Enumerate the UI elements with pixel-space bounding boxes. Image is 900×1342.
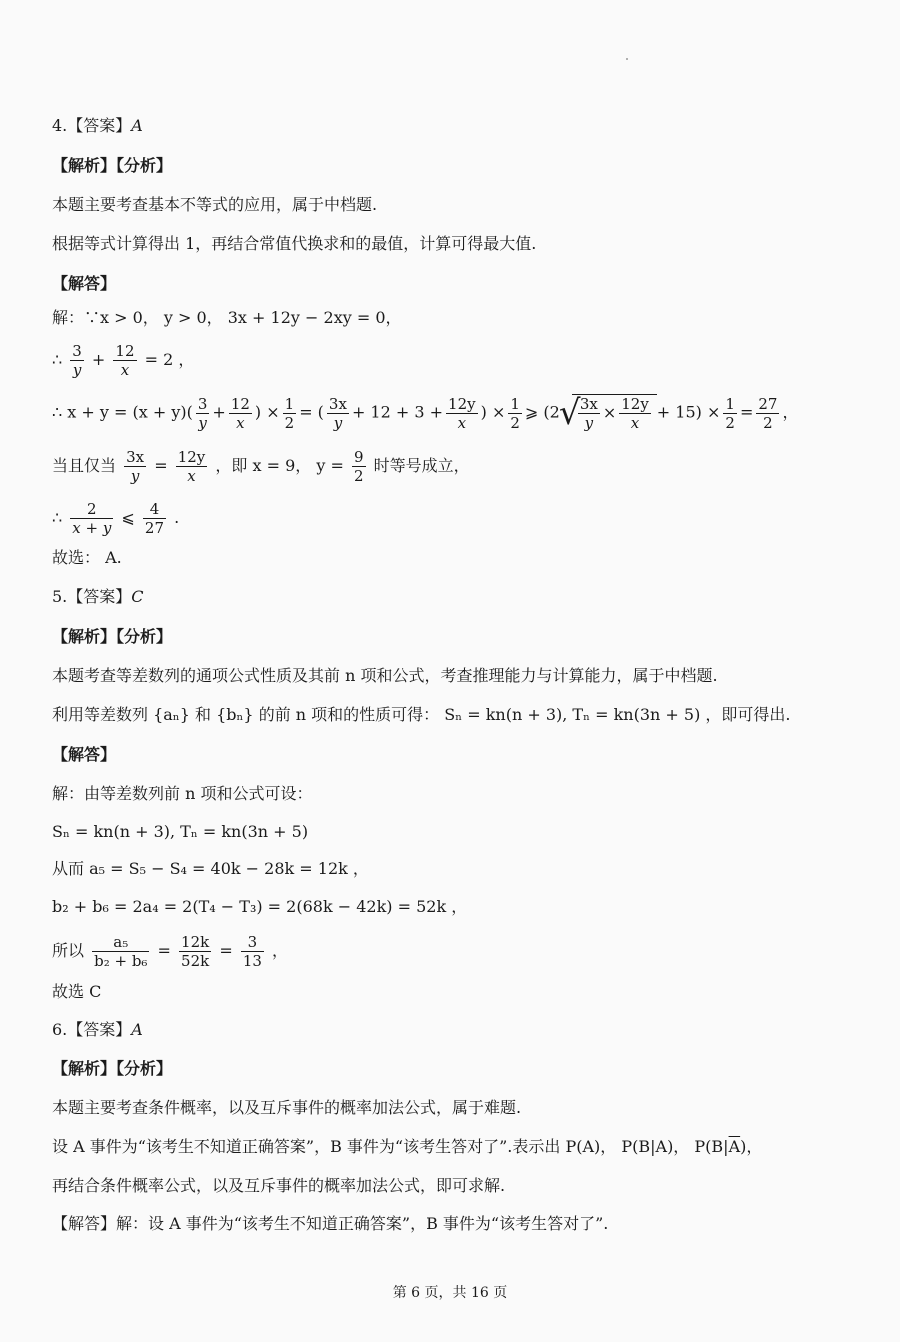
fraction: $\frac{1}{2}$ (510, 394, 520, 432)
fraction: $\frac{27}{2}$ (758, 394, 778, 432)
q5-analysis-2: 利用等差数列 {aₙ} 和 {bₙ} 的前 n 项和的性质可得： Sₙ = kn(n + 3), Tₙ = kn(3n + 5) ，即可得出. (52, 705, 791, 724)
fraction: $\frac{12y}{x}$ (177, 448, 206, 485)
q4-analysis-2: 根据等式计算得出 1，再结合常值代换求和的最值，计算可得最大值. (52, 234, 537, 253)
q6-analysis-2: 设 A 事件为“该考生不知道正确答案”，B 事件为“该考生答对了”.表示出 P(A)， P(B|A)， $P(B|\overline{A})$， (52, 1137, 763, 1156)
fraction: $\frac{12y}{x}$ (621, 395, 649, 432)
fraction: √ $\frac{3x}{y}$ (579, 395, 598, 432)
page-footer: 第 6 页，共 16 页 (392, 1285, 508, 1301)
q4-equation-4: 当且仅当 $\frac{3x}{y}$ = $\frac{12y}{x}$ ，即 x = 9， y = $\frac{9}{2}$ 时等号成立， (52, 448, 470, 485)
fraction: $\frac{4}{27}$ (144, 500, 165, 537)
q4-answer-line: 4.【答案】A (52, 116, 143, 135)
fraction: $\frac{12}{x}$ (115, 342, 135, 379)
fraction: $\frac{3}{13}$ (242, 933, 262, 970)
q5-analysis-1: 本题考查等差数列的通项公式性质及其前 n 项和公式，考查推理能力与计算能力，属于中档题. (52, 666, 718, 685)
q6-solution: 【解答】解：设 A 事件为“该考生不知道正确答案”，B 事件为“该考生答对了”. (52, 1214, 609, 1233)
q4-choose: 故选： A. (52, 548, 122, 567)
fraction: $\frac{9}{2}$ (353, 448, 364, 485)
fraction: $\frac{12k}{52k}$ (181, 933, 210, 970)
q6-analysis-1: 本题主要考查条件概率，以及互斥事件的概率加法公式，属于难题. (52, 1098, 522, 1117)
q4-equation-2: ∴ $\frac{3}{y}$ + $\frac{12}{x}$ = 2 ， (52, 342, 195, 379)
q5-solution-title: 【解答】 (52, 745, 117, 764)
fraction: $\frac{3x}{y}$ (328, 394, 347, 432)
q5-analysis-title: 【解析】【分析】 (52, 627, 173, 646)
fraction: $\frac{1}{2}$ (725, 394, 735, 432)
q6-analysis-title: 【解析】【分析】 (52, 1059, 173, 1078)
q5-equation-6: 所以 $\frac{\text{a₅}}{\text{b₂ + b₆}}$ = $\frac{12k}{52k}$ = $\frac{3}{13}$ ， (52, 933, 289, 970)
q5-solution-1: 解：由等差数列前 n 项和公式可设： (52, 784, 313, 803)
q5-solution-3: 从而 a₅ = S₅ − S₄ = 40k − 28k = 12k ， (52, 859, 369, 878)
fraction: $\frac{12}{x}$ (230, 394, 250, 432)
q6-analysis-3: 再结合条件概率公式，以及互斥事件的概率加法公式，即可求解. (52, 1176, 506, 1195)
q5-solution-2: Sₙ = kn(n + 3), Tₙ = kn(3n + 5) (52, 822, 309, 841)
fraction: $\frac{2}{x + y}$ (72, 500, 112, 537)
q5-choose: 故选 C (52, 982, 102, 1001)
fraction: $\frac{3}{y}$ (197, 394, 208, 432)
scan-speck (626, 58, 628, 60)
q5-solution-4: b₂ + b₆ = 2a₄ = 2(T₄ − T₃) = 2(68k − 42k) = 52k ， (52, 897, 468, 916)
fraction: $\frac{3}{y}$ (72, 342, 82, 379)
fraction: $\frac{\text{a₅}}{\text{b₂ + b₆}}$ (94, 933, 148, 970)
q4-analysis-title: 【解析】【分析】 (52, 156, 173, 175)
fraction: $\frac{12y}{x}$ (448, 394, 476, 432)
q4-solution-title: 【解答】 (52, 274, 117, 293)
q4-analysis-1: 本题主要考查基本不等式的应用，属于中档题. (52, 195, 378, 214)
q4-solution-line-1: 解：∵x > 0， y > 0， 3x + 12y − 2xy = 0， (52, 308, 402, 327)
fraction: $\frac{1}{2}$ (284, 394, 295, 432)
square-root: √ $\frac{3x}{y}$ × $\frac{12y}{x}$ (572, 394, 657, 432)
q6-answer-line: 6.【答案】A (52, 1020, 143, 1039)
q4-equation-5: ∴ $\frac{2}{x + y}$ ⩽ $\frac{4}{27}$ . (52, 500, 180, 537)
q4-equation-3: ∴ x + y = (x + y)( $\frac{3}{y}$ + $\frac{12}{x}$ ) × $\frac{1}{2}$ = ( $\frac{3x}{y}$ + 12 + 3 + $\frac{12y}{x}$ ) × $\frac{1}{2}$ ⩾ (2 √ $\frac{3x}{y}$ × $\frac{12y}{x}$ + 15) × $\frac{1}{2}$ = $\frac{27}{2}$ ， (52, 394, 798, 432)
fraction: $\frac{3x}{y}$ (126, 448, 145, 485)
q5-answer-line: 5.【答案】C (52, 587, 144, 606)
